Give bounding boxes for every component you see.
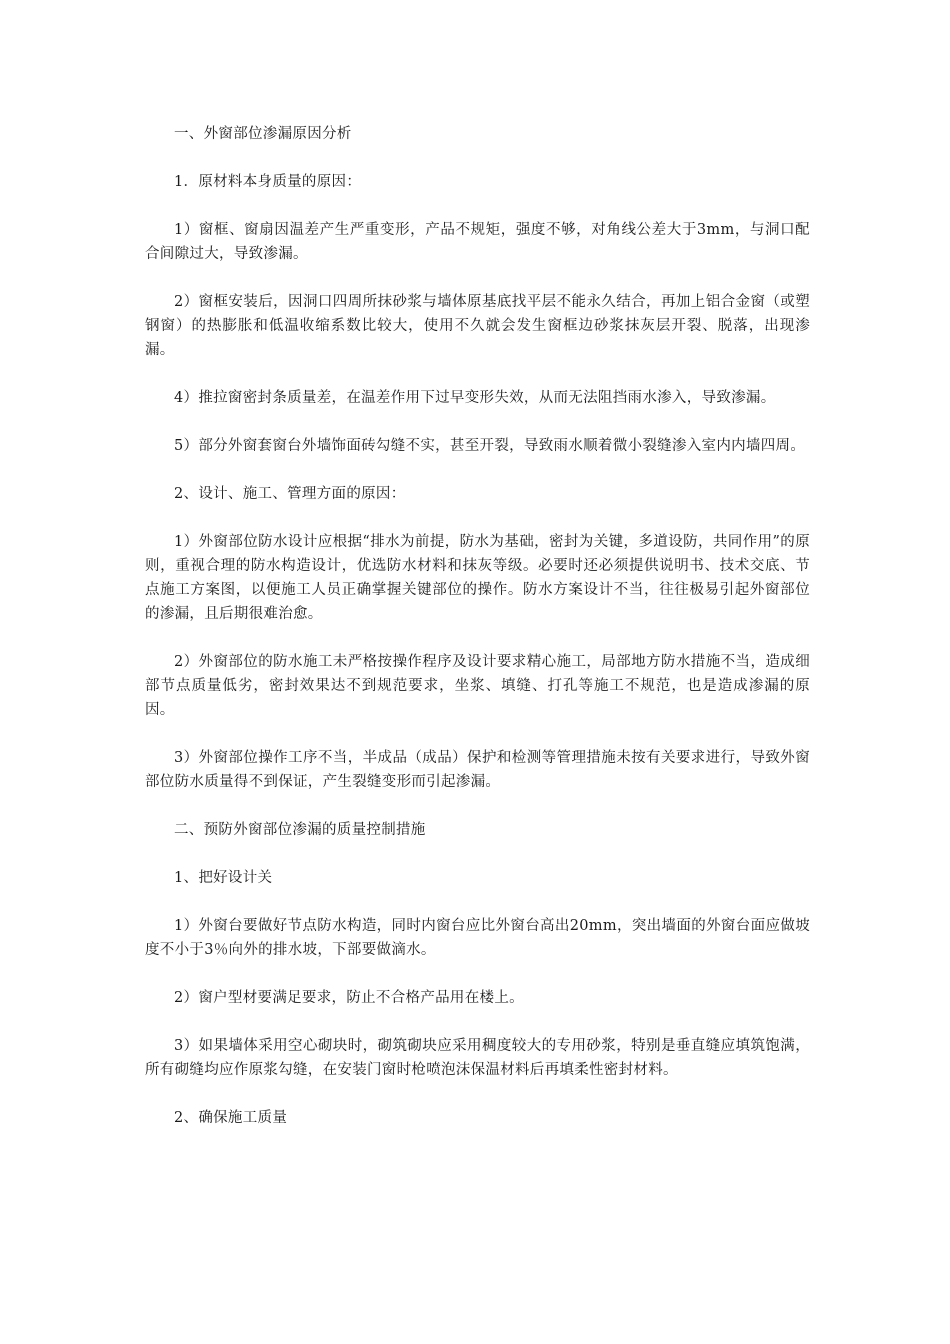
subheading-design-construction: 2、设计、施工、管理方面的原因： [174, 486, 406, 502]
paragraph: 3）外窗部位操作工序不当，半成品（成品）保护和检测等管理措施未按有关要求进行，导致外窗部位防水质量得不到保证，产生裂缝变形而引起渗漏。 [145, 750, 810, 790]
paragraph: 3）如果墙体采用空心砌块时，砌筑砌块应采用稠度较大的专用砂浆，特别是垂直缝应填筑饱满，所有砌缝均应作原浆勾缝，在安装门窗时枪喷泡沫保温材料后再填柔性密封材料。 [145, 1038, 810, 1078]
subheading-design: 1、把好设计关 [174, 870, 273, 886]
paragraph: 2）窗户型材要满足要求，防止不合格产品用在楼上。 [174, 990, 524, 1006]
paragraph: 4）推拉窗密封条质量差，在温差作用下过早变形失效，从而无法阻挡雨水渗入，导致渗漏。 [174, 390, 776, 406]
paragraph: 5）部分外窗套窗台外墙饰面砖勾缝不实，甚至开裂，导致雨水顺着微小裂缝渗入室内内墙四周。 [174, 438, 806, 454]
subheading-construction-quality: 2、确保施工质量 [174, 1110, 288, 1126]
section-heading-1: 一、外窗部位渗漏原因分析 [174, 126, 352, 142]
paragraph: 1）外窗台要做好节点防水构造，同时内窗台应比外窗台高出20mm，突出墙面的外窗台面应做坡度不小于3％向外的排水坡，下部要做滴水。 [145, 918, 810, 958]
paragraph: 1）外窗部位防水设计应根据“排水为前提，防水为基础，密封为关键，多道设防，共同作用”的原则，重视合理的防水构造设计，优选防水材料和抹灰等级。必要时还必须提供说明书、技术交底、节点施工方案图，以便施工人员正确掌握关键部位的操作。防水方案设计不当，往往极易引起外窗部位的渗漏，且后期很难治愈。 [145, 534, 810, 622]
paragraph: 2）外窗部位的防水施工未严格按操作程序及设计要求精心施工，局部地方防水措施不当，造成细部节点质量低劣，密封效果达不到规范要求，坐浆、填缝、打孔等施工不规范，也是造成渗漏的原因。 [145, 654, 810, 718]
paragraph: 1）窗框、窗扇因温差产生严重变形，产品不规矩，强度不够，对角线公差大于3mm，与洞口配合间隙过大，导致渗漏。 [145, 222, 810, 262]
subheading-materials: 1．原材料本身质量的原因： [174, 174, 362, 190]
paragraph: 2）窗框安装后，因洞口四周所抹砂浆与墙体原基底找平层不能永久结合，再加上铝合金窗（或塑钢窗）的热膨胀和低温收缩系数比较大，使用不久就会发生窗框边砂浆抹灰层开裂、脱落，出现渗漏。 [145, 294, 810, 358]
document-body [145, 122, 810, 1154]
section-heading-2: 二、预防外窗部位渗漏的质量控制措施 [174, 822, 426, 838]
